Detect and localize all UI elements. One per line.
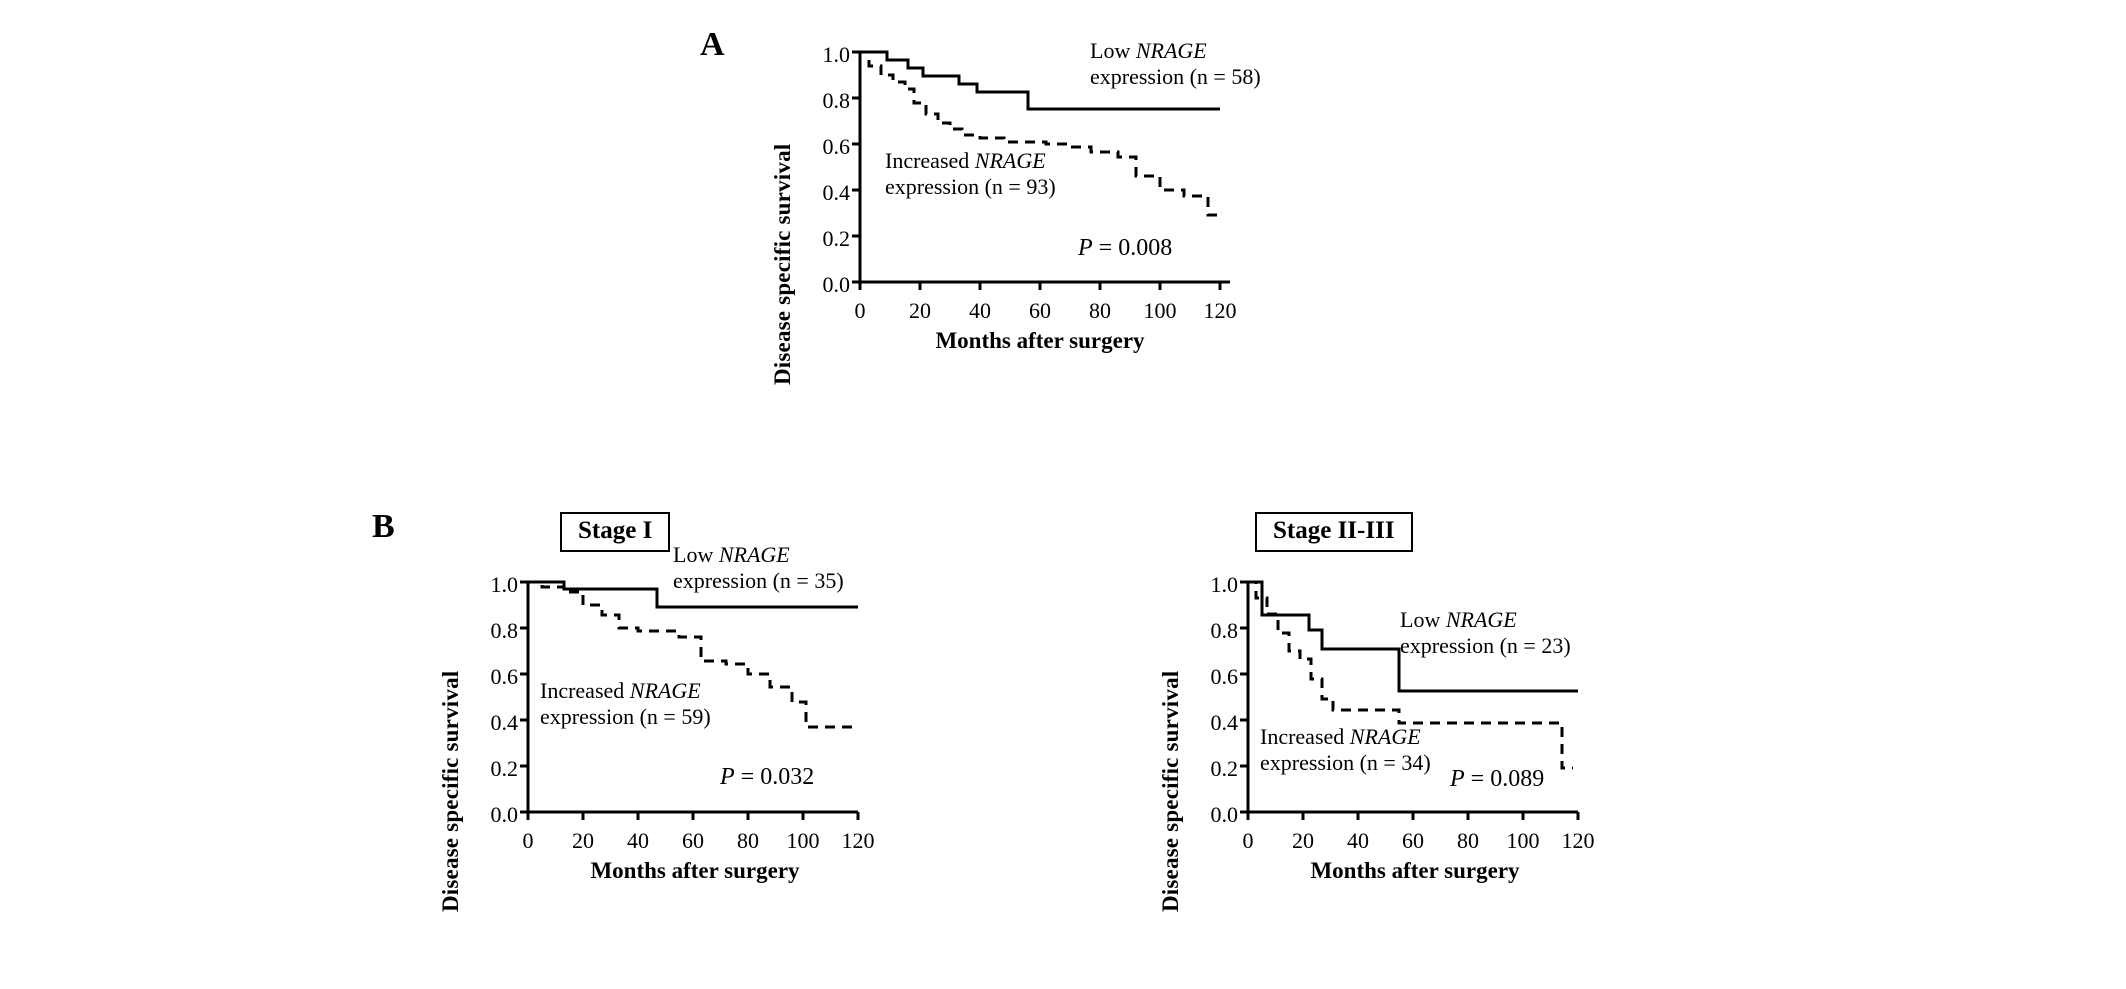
legend-low-suffix: expression (n = 23) [1400,632,1571,658]
legend-low-expression-b1 [673,542,844,594]
legend-increased-expression-b1 [540,678,711,730]
x-tick-label: 40 [969,298,991,323]
p-value-text: = 0.008 [1092,235,1173,261]
legend-increased-prefix: Increased [1260,724,1350,749]
y-tick-label: 0.6 [822,134,850,159]
plot-area-b-stage-ii-iii [1150,512,1710,832]
y-tick-label: 0.2 [1210,756,1238,781]
legend-low-prefix: Low [1090,38,1136,63]
y-axis-title-a: Disease specific survival [770,143,795,385]
x-tick-label: 100 [1143,298,1177,323]
y-tick-label: 0.4 [490,710,518,735]
legend-low-suffix: expression (n = 58) [1090,63,1261,89]
chart-panel-a [760,30,1400,430]
x-tick-label: 120 [841,828,875,853]
p-value-b1 [720,764,814,791]
y-tick-label: 0.8 [1210,618,1238,643]
y-tick-label: 1.0 [490,572,518,597]
y-tick-label: 1.0 [822,42,850,67]
y-tick-label: 0.2 [822,226,850,251]
legend-low-prefix: Low [1400,607,1446,632]
panel-b-letter: B [372,508,395,545]
gene-name: NRAGE [1349,724,1421,749]
legend-increased-suffix: expression (n = 34) [1260,749,1431,775]
gene-name: NRAGE [974,148,1046,173]
legend-low-prefix: Low [673,542,719,567]
stage-label-i: Stage I [560,512,670,552]
x-tick-label: 40 [1347,828,1369,853]
legend-low-expression-b2 [1400,607,1571,659]
x-tick-label: 80 [1089,298,1111,323]
x-tick-label: 20 [1292,828,1314,853]
legend-increased-expression-b2 [1260,724,1431,776]
y-tick-label: 0.0 [822,272,850,297]
x-tick-label: 120 [1203,298,1237,323]
x-tick-label: 0 [854,298,866,323]
x-tick-label: 60 [1029,298,1051,323]
x-tick-label: 20 [572,828,594,853]
x-tick-label: 20 [909,298,931,323]
x-tick-label: 0 [1242,828,1254,853]
y-tick-label: 0.0 [490,802,518,827]
x-tick-label: 60 [1402,828,1424,853]
x-tick-label: 80 [737,828,759,853]
p-value-b2 [1450,766,1544,793]
y-tick-label: 0.6 [490,664,518,689]
y-axis-title-b1: Disease specific survival [438,670,463,912]
p-symbol: P [1450,766,1465,792]
legend-increased-expression-a [885,148,1056,200]
p-value-a [1078,235,1172,262]
y-tick-label: 0.8 [822,88,850,113]
y-axis-title-b2: Disease specific survival [1158,670,1183,912]
y-tick-label: 0.4 [1210,710,1238,735]
x-tick-label: 100 [1506,828,1540,853]
x-axis-title-b2: Months after surgery [1310,858,1520,883]
y-tick-label: 0.6 [1210,664,1238,689]
x-axis-title-a: Months after surgery [935,328,1145,353]
chart-panel-b-stage-ii-iii [1150,512,1790,932]
x-tick-label: 80 [1457,828,1479,853]
legend-increased-prefix: Increased [885,148,975,173]
y-tick-label: 0.8 [490,618,518,643]
stage-label-ii-iii: Stage II-III [1255,512,1413,552]
legend-low-suffix: expression (n = 35) [673,567,844,593]
x-tick-label: 60 [682,828,704,853]
x-tick-label: 0 [522,828,534,853]
x-axis-title-b1: Months after surgery [590,858,800,883]
x-tick-label: 100 [786,828,820,853]
legend-increased-suffix: expression (n = 93) [885,173,1056,199]
p-symbol: P [1078,235,1093,261]
y-tick-label: 1.0 [1210,572,1238,597]
legend-increased-suffix: expression (n = 59) [540,703,711,729]
legend-low-expression-a [1090,38,1261,90]
y-tick-label: 0.0 [1210,802,1238,827]
gene-name: NRAGE [1445,607,1517,632]
chart-panel-b-stage-i [430,512,1070,932]
x-tick-label: 40 [627,828,649,853]
x-tick-label: 120 [1561,828,1595,853]
gene-name: NRAGE [629,678,701,703]
gene-name: NRAGE [1135,38,1207,63]
panel-a-letter: A [700,26,725,63]
p-value-text: = 0.089 [1464,766,1545,792]
y-tick-label: 0.4 [822,180,850,205]
p-value-text: = 0.032 [734,764,815,790]
gene-name: NRAGE [718,542,790,567]
y-tick-label: 0.2 [490,756,518,781]
p-symbol: P [720,764,735,790]
legend-increased-prefix: Increased [540,678,630,703]
